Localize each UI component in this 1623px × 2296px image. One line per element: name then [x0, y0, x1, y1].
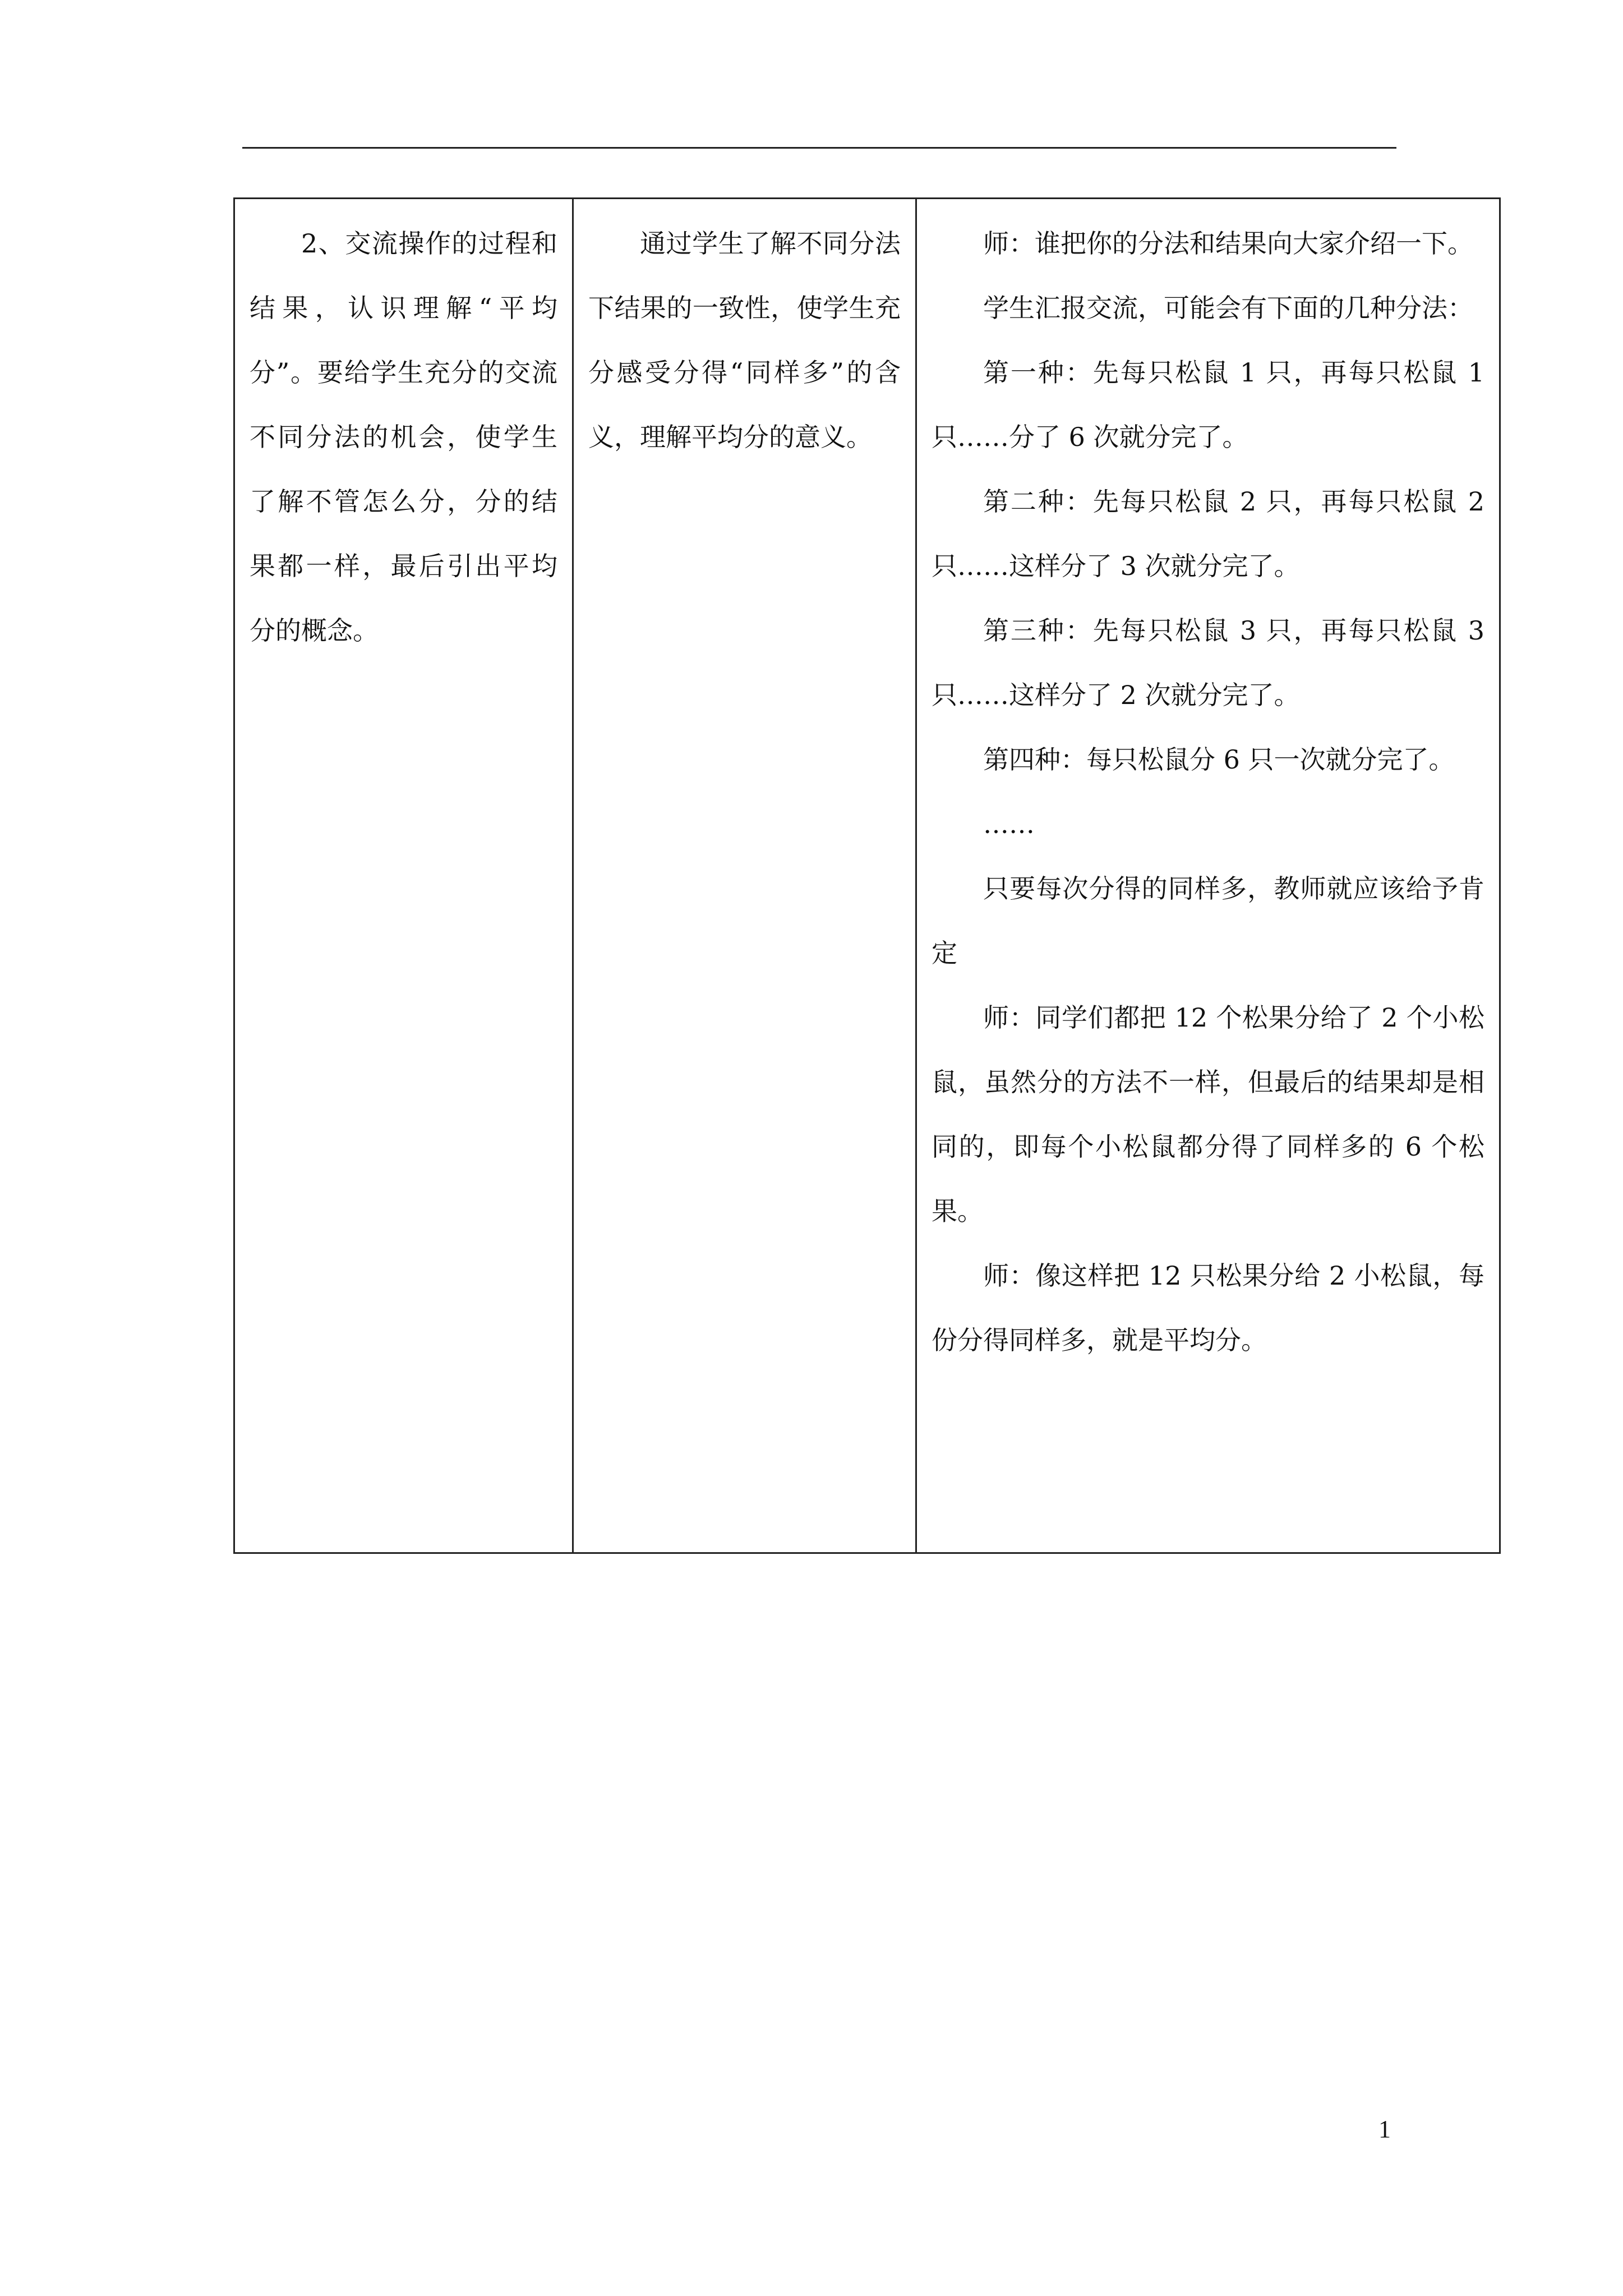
header-rule: [242, 147, 1396, 149]
activity-paragraph: 师：像这样把 12 只松果分给 2 小松鼠，每份分得同样多，就是平均分。: [932, 1260, 1484, 1355]
activity-paragraph: ……: [983, 809, 1035, 839]
activity-paragraph: 师：同学们都把 12 个松果分给了 2 个小松鼠，虽然分的方法不一样，但最后的结果却是相同的，即每个小松鼠都分得了同样多的 6 个松果。: [932, 1002, 1484, 1226]
page-number: 1: [1378, 2115, 1391, 2143]
activity-paragraph: 第三种：先每只松鼠 3 只，再每只松鼠 3 只……这样分了 2 次就分完了。: [932, 615, 1484, 710]
lesson-table: [233, 197, 1501, 1554]
activity-cell: [916, 199, 1500, 1553]
activity-paragraph: 只要每次分得的同样多，教师就应该给予肯定: [932, 873, 1484, 968]
activity-paragraph: 第四种：每只松鼠分 6 只一次就分完了。: [983, 744, 1455, 775]
intent-cell: [573, 199, 916, 1553]
activity-paragraph: 学生汇报交流，可能会有下面的几种分法：: [983, 293, 1473, 323]
process-text: 2、交流操作的过程和结果，认识理解“平均分”。要给学生充分的交流不同分法的机会，使学生了解不管怎么分，分的结果都一样，最后引出平均分的概念。: [250, 228, 557, 646]
activity-paragraph: 第二种：先每只松鼠 2 只，再每只松鼠 2 只……这样分了 3 次就分完了。: [932, 486, 1484, 581]
activity-paragraph: 师：谁把你的分法和结果向大家介绍一下。: [983, 228, 1473, 259]
process-cell: [234, 199, 573, 1553]
activity-paragraph: 第一种：先每只松鼠 1 只，再每只松鼠 1 只……分了 6 次就分完了。: [932, 357, 1484, 452]
intent-text: 通过学生了解不同分法下结果的一致性，使学生充分感受分得“同样多”的含义，理解平均分的意义。: [588, 228, 901, 452]
table-row: [234, 199, 1500, 1553]
